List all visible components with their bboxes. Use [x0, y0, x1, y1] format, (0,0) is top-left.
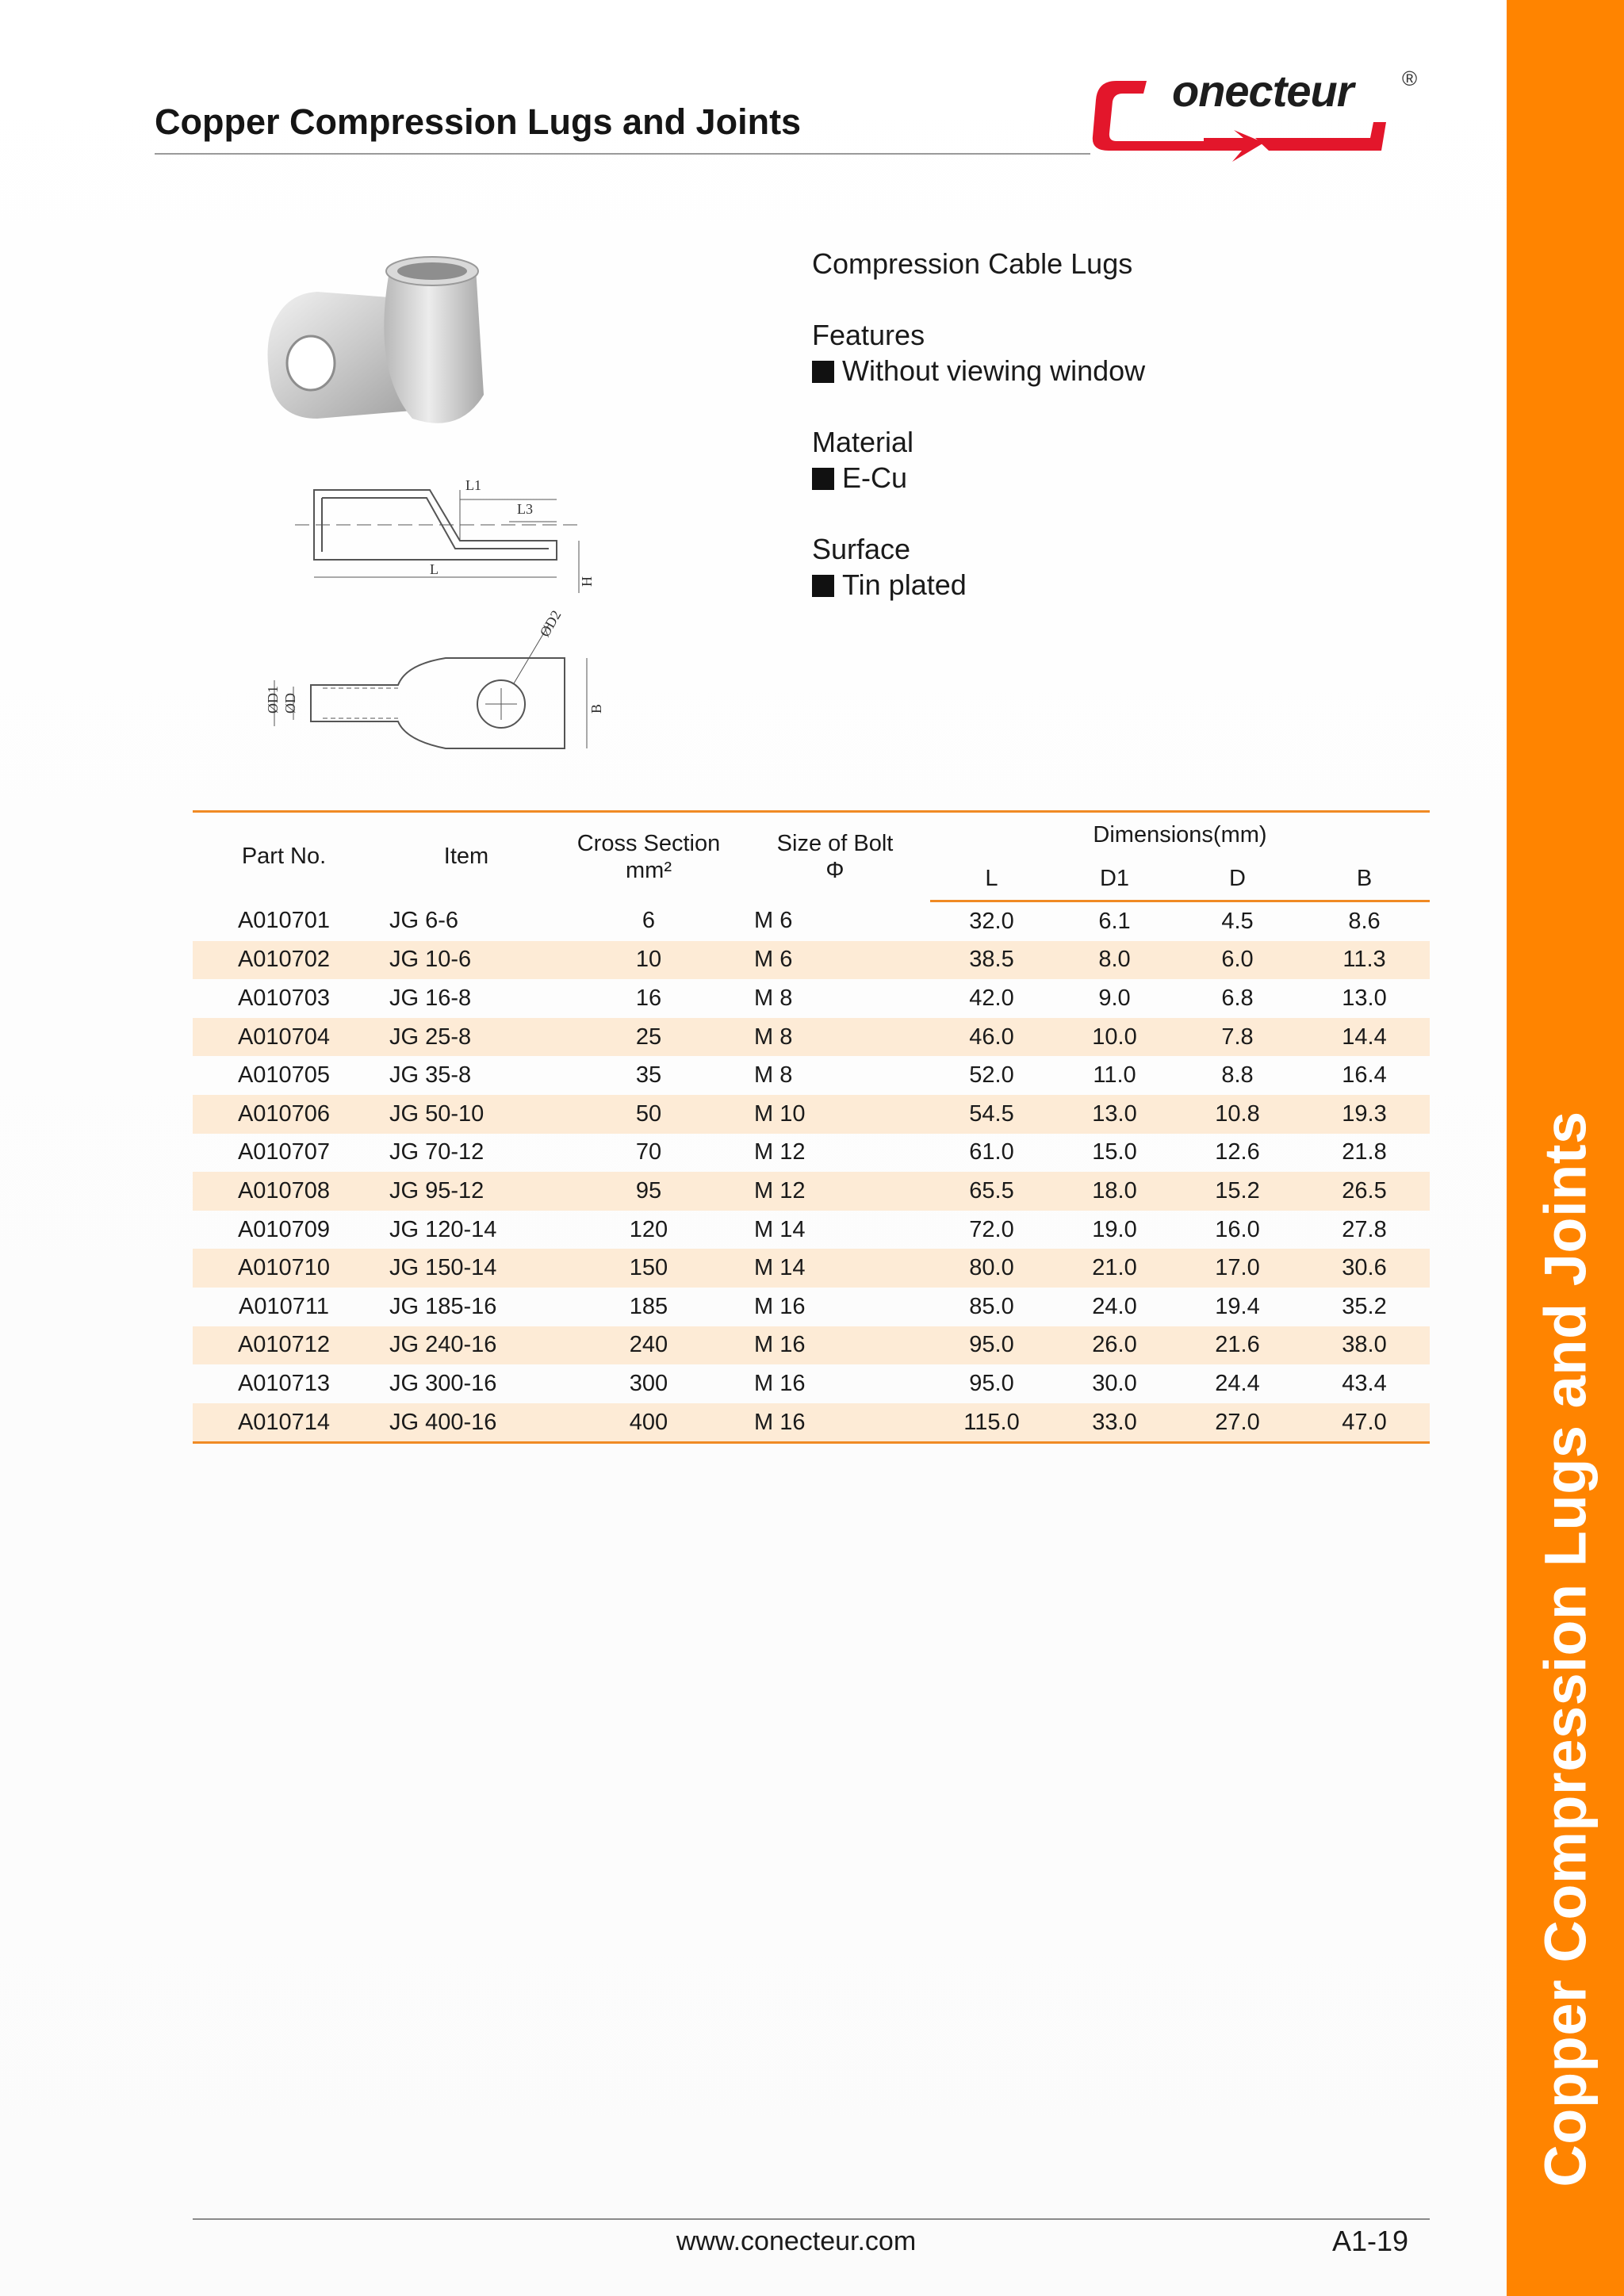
cell-d: 8.8 — [1221, 1062, 1254, 1089]
registered-mark: ® — [1402, 67, 1418, 90]
cell-d1: 19.0 — [1092, 1216, 1137, 1242]
cell-l: 65.5 — [930, 1172, 1053, 1211]
cell-l: 80.0 — [930, 1249, 1053, 1288]
cell-b: 27.8 — [1342, 1216, 1387, 1242]
cell-b: 19.3 — [1299, 1095, 1430, 1134]
feature-item: Without viewing window — [812, 353, 1145, 388]
material-item: E-Cu — [812, 460, 1145, 496]
cell-l: 46.0 — [930, 1018, 1053, 1057]
cell-b: 35.2 — [1342, 1293, 1387, 1319]
cell-d1: 18.0 — [1053, 1172, 1176, 1211]
cell-l: 61.0 — [969, 1139, 1014, 1165]
cell-d: 21.6 — [1176, 1326, 1299, 1365]
cell-d1: 24.0 — [1092, 1293, 1137, 1319]
cell-b: 11.3 — [1299, 941, 1430, 980]
cell-cross-section: 6 — [642, 908, 656, 934]
cell-part-no: A010708 — [193, 1172, 375, 1211]
table-row — [193, 1134, 1430, 1173]
cell-item: JG 10-6 — [375, 941, 557, 980]
cell-item: JG 50-10 — [375, 1095, 557, 1134]
cell-d: 10.8 — [1176, 1095, 1299, 1134]
footer-divider — [193, 2218, 1430, 2220]
cell-d1: 33.0 — [1053, 1403, 1176, 1443]
cell-d1: 26.0 — [1053, 1326, 1176, 1365]
table-row — [193, 979, 1430, 1018]
cell-item: JG 185-16 — [389, 1293, 497, 1319]
cell-b: 47.0 — [1299, 1403, 1430, 1443]
header-l: L — [930, 857, 1053, 901]
table-row — [193, 1249, 1430, 1288]
table-row — [193, 1018, 1430, 1057]
cell-b: 8.6 — [1348, 908, 1381, 934]
cell-cross-section: 95 — [557, 1172, 740, 1211]
cell-b: 26.5 — [1299, 1172, 1430, 1211]
side-tab-title: Copper Compression Lugs and Joints — [1532, 1111, 1599, 2187]
bullet-square-icon — [812, 468, 834, 490]
cell-part-no: A010705 — [237, 1062, 331, 1089]
cell-bolt: M 10 — [740, 1095, 930, 1134]
cell-l: 54.5 — [930, 1095, 1053, 1134]
cell-item: JG 70-12 — [389, 1139, 485, 1165]
cell-part-no: A010703 — [237, 985, 331, 1011]
cell-bolt: M 8 — [740, 1018, 930, 1057]
header-cross-section: Cross Section mm² — [557, 812, 740, 901]
bullet-square-icon — [812, 361, 834, 383]
header-dimensions: Dimensions(mm) — [930, 812, 1430, 858]
cell-l: 38.5 — [930, 941, 1053, 980]
header-d1: D1 — [1053, 857, 1176, 901]
cell-item: JG 95-12 — [375, 1172, 557, 1211]
cell-d1: 10.0 — [1053, 1018, 1176, 1057]
label-h: H — [579, 576, 595, 587]
brand-logo — [1085, 65, 1402, 173]
cell-cross-section: 300 — [629, 1370, 668, 1396]
header-part-no: Part No. — [193, 812, 375, 901]
label-d1: ØD1 — [265, 686, 281, 714]
table-row — [193, 1095, 1430, 1134]
cell-b: 16.4 — [1342, 1062, 1387, 1089]
cell-item: JG 25-8 — [375, 1018, 557, 1057]
header-item: Item — [375, 812, 557, 901]
table-row — [193, 1326, 1430, 1365]
product-photo — [254, 252, 603, 474]
label-l: L — [430, 561, 439, 577]
cell-part-no: A010710 — [193, 1249, 375, 1288]
cell-l: 72.0 — [969, 1216, 1014, 1242]
cell-part-no: A010704 — [193, 1018, 375, 1057]
cell-cross-section: 35 — [635, 1062, 662, 1089]
cell-l: 42.0 — [969, 985, 1014, 1011]
cell-l: 85.0 — [969, 1293, 1014, 1319]
cell-part-no: A010713 — [237, 1370, 331, 1396]
cell-d: 12.6 — [1215, 1139, 1260, 1165]
cell-cross-section: 25 — [557, 1018, 740, 1057]
cell-bolt: M 6 — [754, 908, 793, 934]
cell-l: 32.0 — [969, 908, 1014, 934]
cell-part-no: A010707 — [237, 1139, 331, 1165]
cell-d: 4.5 — [1221, 908, 1254, 934]
material-heading: Material — [812, 426, 914, 458]
table-row — [193, 1364, 1430, 1403]
cell-part-no: A010701 — [237, 908, 331, 934]
surface-heading: Surface — [812, 533, 911, 565]
page-title: Copper Compression Lugs and Joints — [155, 101, 802, 142]
cell-part-no: A010711 — [239, 1293, 329, 1319]
product-name: Compression Cable Lugs — [812, 247, 1133, 280]
cell-d: 6.8 — [1221, 985, 1254, 1011]
cell-cross-section: 16 — [635, 985, 662, 1011]
bullet-square-icon — [812, 575, 834, 597]
cell-bolt: M 16 — [754, 1293, 806, 1319]
cell-item: JG 6-6 — [389, 908, 459, 934]
table-row — [193, 1403, 1430, 1443]
cell-d: 19.4 — [1215, 1293, 1260, 1319]
cell-d: 24.4 — [1215, 1370, 1260, 1396]
cell-d: 16.0 — [1215, 1216, 1260, 1242]
cell-b: 21.8 — [1342, 1139, 1387, 1165]
cell-cross-section: 150 — [557, 1249, 740, 1288]
header-divider — [155, 153, 1090, 155]
cell-part-no: A010702 — [193, 941, 375, 980]
cell-d1: 15.0 — [1092, 1139, 1137, 1165]
header-d: D — [1176, 857, 1299, 901]
label-l1: L1 — [465, 477, 481, 493]
cell-bolt: M 8 — [754, 985, 793, 1011]
page-number: A1-19 — [1332, 2225, 1409, 2257]
cell-cross-section: 185 — [629, 1293, 668, 1319]
cell-d1: 21.0 — [1053, 1249, 1176, 1288]
cell-bolt: M 16 — [740, 1403, 930, 1443]
label-d: ØD — [282, 693, 298, 714]
table-row — [193, 941, 1430, 980]
table-row — [193, 1172, 1430, 1211]
label-d2: ØD2 — [536, 607, 565, 640]
cell-d: 6.0 — [1176, 941, 1299, 980]
cell-bolt: M 16 — [754, 1370, 806, 1396]
header-b: B — [1299, 857, 1430, 901]
logo-wordmark: onecteur — [1172, 66, 1354, 116]
cell-d1: 8.0 — [1053, 941, 1176, 980]
cell-d: 27.0 — [1176, 1403, 1299, 1443]
cell-bolt: M 12 — [740, 1172, 930, 1211]
cell-item: JG 240-16 — [375, 1326, 557, 1365]
cell-cross-section: 240 — [557, 1326, 740, 1365]
cell-b: 30.6 — [1299, 1249, 1430, 1288]
label-b: B — [588, 703, 604, 714]
cell-l: 95.0 — [969, 1370, 1014, 1396]
cell-b: 14.4 — [1299, 1018, 1430, 1057]
surface-item: Tin plated — [812, 567, 1145, 603]
table-row — [193, 901, 1430, 941]
features-heading: Features — [812, 319, 925, 351]
cell-bolt: M 16 — [740, 1326, 930, 1365]
cell-item: JG 35-8 — [389, 1062, 472, 1089]
cell-bolt: M 12 — [754, 1139, 806, 1165]
table-row — [193, 1056, 1430, 1095]
cell-d: 17.0 — [1176, 1249, 1299, 1288]
cell-cross-section: 50 — [557, 1095, 740, 1134]
cell-part-no: A010712 — [193, 1326, 375, 1365]
label-l3: L3 — [517, 501, 533, 517]
cell-cross-section: 10 — [557, 941, 740, 980]
cell-item: JG 150-14 — [375, 1249, 557, 1288]
cell-b: 38.0 — [1299, 1326, 1430, 1365]
cell-d: 15.2 — [1176, 1172, 1299, 1211]
cell-l: 95.0 — [930, 1326, 1053, 1365]
cell-part-no: A010714 — [193, 1403, 375, 1443]
cell-bolt: M 6 — [740, 941, 930, 980]
cell-part-no: A010709 — [237, 1216, 331, 1242]
table-row — [193, 1211, 1430, 1249]
cell-item: JG 300-16 — [389, 1370, 497, 1396]
cell-cross-section: 70 — [635, 1139, 662, 1165]
cell-cross-section: 120 — [629, 1216, 668, 1242]
cell-d1: 30.0 — [1092, 1370, 1137, 1396]
cell-item: JG 400-16 — [375, 1403, 557, 1443]
cell-b: 43.4 — [1342, 1370, 1387, 1396]
header-bolt: Size of Bolt Φ — [740, 812, 930, 901]
cell-b: 13.0 — [1342, 985, 1387, 1011]
cell-d1: 6.1 — [1098, 908, 1131, 934]
cell-l: 115.0 — [930, 1403, 1053, 1443]
cell-bolt: M 14 — [754, 1216, 806, 1242]
cell-cross-section: 400 — [557, 1403, 740, 1443]
cell-d: 7.8 — [1176, 1018, 1299, 1057]
cell-d1: 9.0 — [1098, 985, 1131, 1011]
footer-url: www.conecteur.com — [676, 2226, 917, 2256]
cell-item: JG 16-8 — [389, 985, 472, 1011]
cell-bolt: M 8 — [754, 1062, 793, 1089]
cell-l: 52.0 — [969, 1062, 1014, 1089]
technical-drawing — [247, 474, 612, 791]
product-info — [812, 246, 1145, 603]
cell-d1: 11.0 — [1093, 1062, 1136, 1089]
cell-part-no: A010706 — [193, 1095, 375, 1134]
cell-d1: 13.0 — [1053, 1095, 1176, 1134]
table-row — [193, 1288, 1430, 1326]
cell-item: JG 120-14 — [389, 1216, 497, 1242]
cell-bolt: M 14 — [740, 1249, 930, 1288]
spec-table — [193, 810, 1430, 1444]
